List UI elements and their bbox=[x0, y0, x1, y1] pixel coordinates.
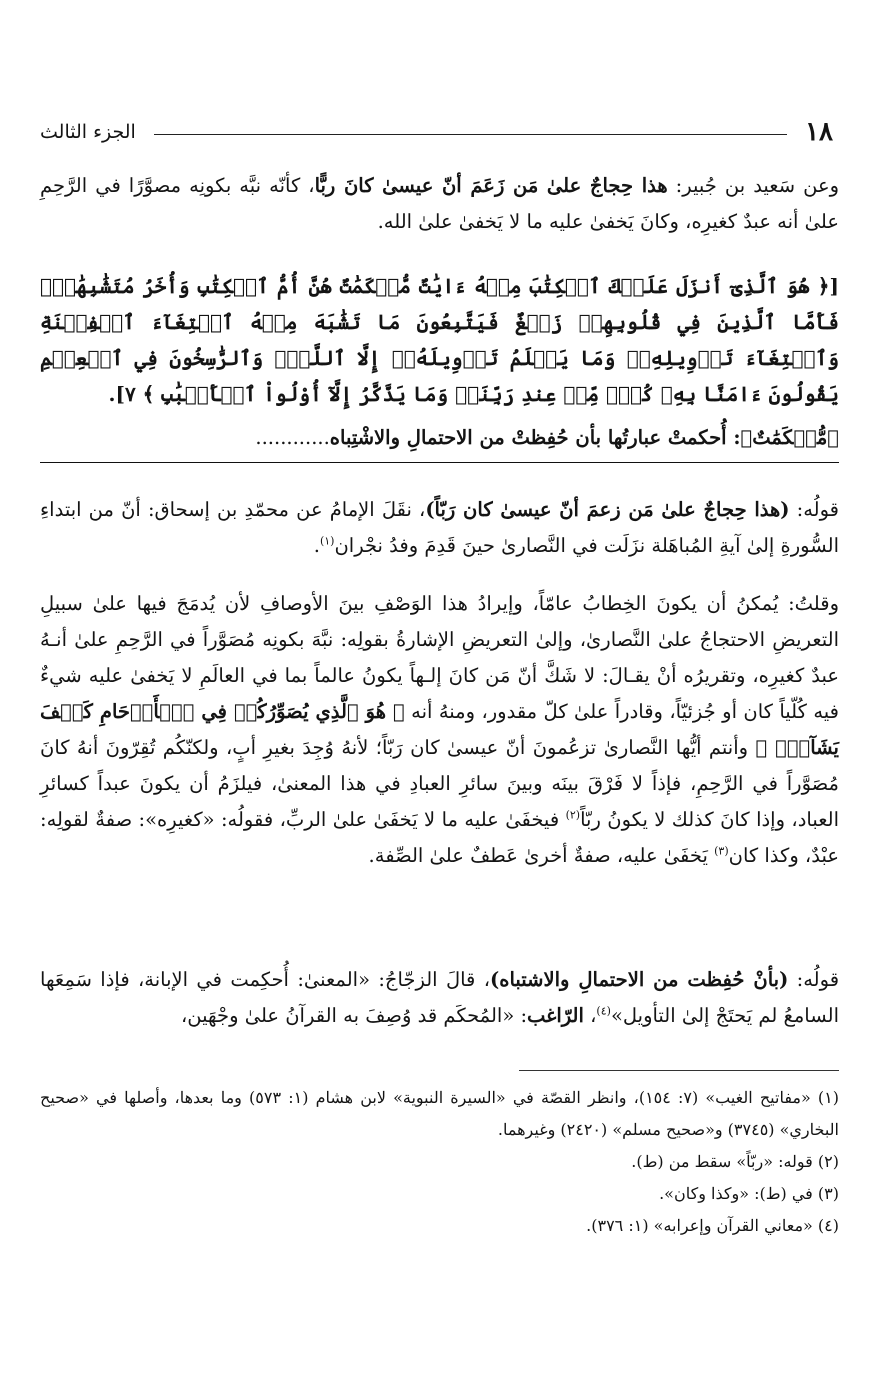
commentary-c1-intro: قولُه: bbox=[789, 498, 840, 521]
commentary-c2-verse: ﴿ هُوَ ٱلَّذِي يُصَوِّرُكُمۡ فِي ٱلۡأَرۡحَامِ كَيۡفَ يَشَآءُۚ ﴾ bbox=[40, 700, 839, 759]
footnote-ref-1[interactable]: (١) bbox=[319, 534, 335, 548]
page-number: ١٨ bbox=[805, 117, 833, 147]
commentary-c2-text-a: وقلتُ: يُمكنُ أن يكونَ الخِطابُ عامّاً، وإيرادُ هذا الوَصْفِ بينَ الأوصافِ لأن يُدمَجَ فيها علىٰ سبيلِ التعريضِ الاحتجاجُ علىٰ النَّصارىٰ، وإلىٰ التعريضِ الإشارةُ بقولِه: نبَّهَ بكونِه مُصَوَّراً في الرَّحِمِ علىٰ أنـهُ عبدٌ كغيرِه، وتقريرُه أنْ يقـالَ: لا شَكَّ أنّ مَن كانَ إلـهاً يكونُ عالماً بما في العالَمِ لا يَخفىٰ عليه شيءٌ فيه كُلّياً كان أو جُزئيّاً، وقادراً علىٰ كلّ مقدور، ومنهُ أنه bbox=[40, 592, 839, 723]
header-rule bbox=[154, 134, 787, 135]
commentary-c3-text: ، قالَ الزجّاجُ: «المعنىٰ: أُحكِمت في الإبانة، فإذا سَمِعَها السامعُ لم يَحتَجْ إلىٰ التأويل» bbox=[40, 968, 839, 1027]
footnote-4: (٤) «معاني القرآن وإعرابه» (١: ٣٧٦). bbox=[586, 1216, 839, 1235]
footnote-ref-4[interactable]: (٤) bbox=[596, 1004, 611, 1018]
section-divider bbox=[40, 462, 839, 463]
part-title: الجزء الثالث bbox=[40, 121, 136, 143]
footnotes bbox=[40, 1082, 839, 1242]
continuation-dots: ............ bbox=[255, 426, 330, 449]
footnote-2: (٢) قوله: «ربّاً» سقط من (ط). bbox=[631, 1152, 839, 1171]
commentary-c2-text-b: وأنتم أيُّها النَّصارىٰ تزعُمونَ أنّ عيسىٰ كان رَبّاً؛ لأنهُ وُجِدَ بغيرِ أبٍ، ولكنّكُم تُقِرّونَ أنهُ كانَ مُصَوَّراً في الرَّحِمِ، فإذاً لا فَرْقَ بينَه وبينَ سائرِ العبادِ في هذا المعنىٰ، فيلزَمُ أن يكونَ عبداً كسائرِ العباد، وإذا كانَ كذلك لا يكونُ ربّاً bbox=[40, 736, 839, 831]
commentary-c1-end: . bbox=[313, 534, 320, 557]
tafsir-paragraph-3 bbox=[40, 420, 839, 456]
footnote-ref-2[interactable]: (٢) bbox=[565, 808, 581, 822]
commentary-c3-quote: (بأنْ حُفِظت من الاحتمالِ والاشتباه) bbox=[490, 968, 789, 991]
commentary-c3-intro: قولُه: bbox=[788, 968, 840, 991]
commentary-c1-quote: (هذا حِجاجٌ علىٰ مَن زعمَ أنّ عيسىٰ كان رَبّاً) bbox=[425, 498, 790, 521]
commentary-c2-text-c: فيخفَىٰ عليه ما لا يَخفَىٰ علىٰ الربِّ، فقولُه: «كغيرِه»: صفةٌ لقولِه: عبْدٌ، وكذا كان bbox=[40, 808, 839, 867]
quran-verse-block: [﴿ هُوَ ٱلَّذِىٓ أَنزَلَ عَلَيۡكَ ٱلۡكِتَٰبَ مِنۡهُ ءَايَٰتٌ مُّحۡكَمَٰتٌ هُنَّ أُمُّ ٱلۡكِتَٰبِ وَأُخَرُ مُتَشَٰبِهَٰتٌۖ فَأَمَّا ٱلَّذِينَ فِي قُلُوبِهِمۡ زَيۡغٌ فَيَتَّبِعُونَ مَا تَشَٰبَهَ مِنۡهُ ٱبۡتِغَآءَ ٱلۡفِتۡنَةِ وَٱبۡتِغَآءَ تَأۡوِيلِهِۦۖ وَمَا يَعۡلَمُ تَأۡوِيلَهُۥٓ إِلَّا ٱللَّهُۗ وَٱلرَّٰسِخُونَ فِي ٱلۡعِلۡمِ يَقُولُونَ ءَامَنَّا بِهِۦ كُلّٞ مِّنۡ عِندِ رَبِّنَاۗ وَمَا يَذَّكَّرُ إِلَّآ أُوْلُواْ ٱلۡأَلۡبَٰبِ ﴾ ٧]. bbox=[40, 274, 840, 406]
footnote-ref-3[interactable]: (٣) bbox=[714, 844, 729, 858]
footnote-1: (١) «مفاتيح الغيب» (٧: ١٥٤)، وانظر القصّة في «السيرة النبوية» لابن هشام (١: ٥٧٣) وما بعدها، وأصلها في «صحيح البخاري» (٣٧٤٥) و«صحيح مسلم» (٢٤٢٠) وغيرهما. bbox=[40, 1088, 839, 1139]
commentary-c1-text: ، نقَلَ الإمامُ عن محمّدِ بن إسحاق: أنّ من ابتداءِ السُّورةِ إلىٰ آيةِ المُباهَلة نزَلَت في النَّصارىٰ حينَ قَدِمَ وفدُ نجْران bbox=[40, 498, 839, 557]
tafsir-p3-gloss: : أُحكمتْ عبارتُها بأن حُفِظتْ من الاحتمالِ والاشْتِباه bbox=[329, 426, 741, 449]
commentary-c2-text-d: يَخفَىٰ عليه، صفةٌ أخرىٰ عَطفٌ علىٰ الصِّفة. bbox=[368, 844, 715, 867]
tafsir-p1-quote: هذا حِجاجٌ علىٰ مَن زَعَمَ أنّ عيسىٰ كانَ ربًّا bbox=[314, 174, 668, 197]
page-header bbox=[40, 112, 833, 152]
commentary-c3-author: الرّاغب bbox=[527, 1004, 584, 1027]
tafsir-paragraph-1 bbox=[40, 168, 839, 240]
commentary-paragraph-3 bbox=[40, 962, 839, 1034]
commentary-c3-sep: ، bbox=[583, 1004, 597, 1027]
commentary-paragraph-2 bbox=[40, 586, 839, 874]
commentary-paragraph-1 bbox=[40, 492, 839, 564]
verse-word-muhkamat: ﴿مُّحۡكَمَٰتٌ﴾ bbox=[740, 426, 839, 449]
footnote-3: (٣) في (ط): «وكذا وكان». bbox=[659, 1184, 839, 1203]
tafsir-p1-rest: ، كأنّه نبَّه بكونِه مصوَّرًا في الرَّحِمِ علىٰ أنه عبدٌ كغيرِه، وكانَ يَخفىٰ عليه ما لا يَخفىٰ علىٰ الله. bbox=[40, 174, 839, 233]
commentary-c3-end: : «المُحكَم قد وُصِفَ به القرآنُ علىٰ وجْهَين، bbox=[181, 1004, 528, 1027]
tafsir-p1-intro: وعن سَعيد بن جُبير: bbox=[667, 174, 839, 197]
footnotes-divider bbox=[519, 1070, 839, 1071]
